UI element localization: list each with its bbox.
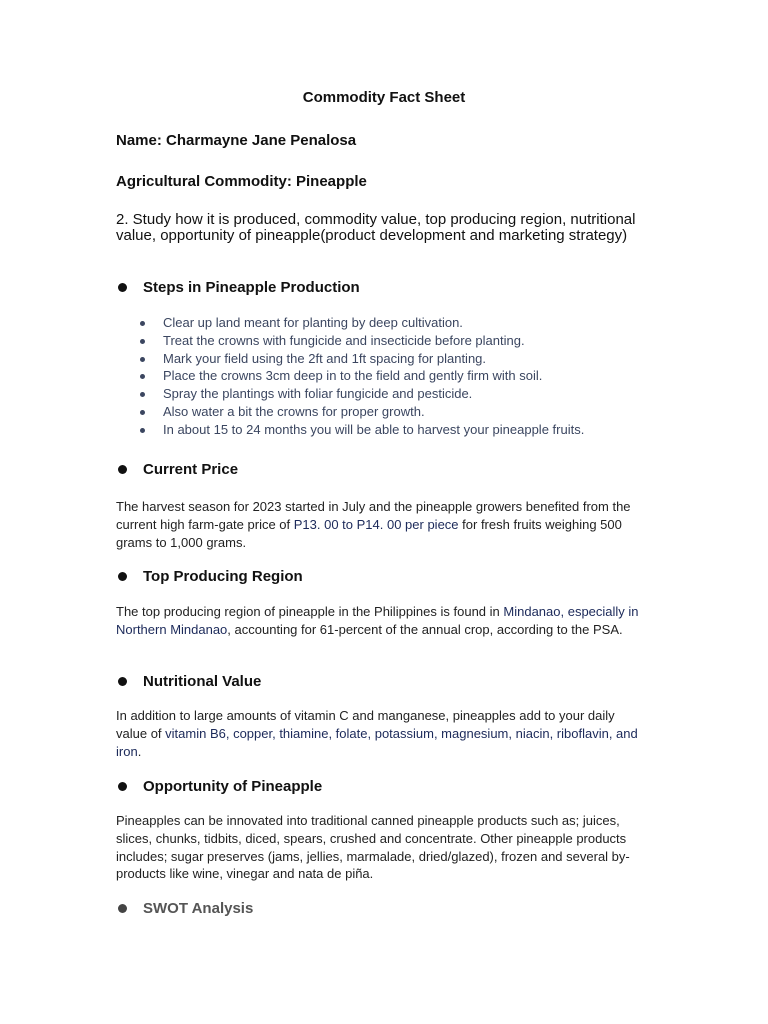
section-heading-steps (116, 277, 360, 297)
bullet-icon (140, 321, 145, 326)
bullet-icon (118, 465, 127, 474)
bullet-icon (118, 572, 127, 581)
bullet-icon (140, 374, 145, 379)
list-item (137, 421, 697, 439)
section-heading-opportunity (116, 776, 322, 796)
paragraph-text: . (137, 743, 142, 759)
name-line: Name: Charmayne Jane Penalosa (116, 132, 357, 149)
list-item (137, 403, 697, 421)
section-heading-label: Current Price (143, 460, 239, 478)
bullet-icon (118, 782, 127, 791)
paragraph-text: , accounting for 61-percent of the annual crop, according to the PSA. (227, 621, 623, 637)
section-heading-nutrition (116, 671, 261, 691)
list-item-text: Place the crowns 3cm deep in to the field and gently firm with soil. (163, 368, 543, 384)
page-title: Commodity Fact Sheet (302, 89, 466, 106)
list-item (137, 367, 697, 385)
commodity-line: Agricultural Commodity: Pineapple (116, 173, 367, 190)
paragraph-text: In addition to large amounts of vitamin C and manganese, pineapples add to your daily value of (116, 708, 615, 741)
bullet-icon (140, 392, 145, 397)
bullet-icon (140, 357, 145, 362)
list-item (137, 332, 697, 350)
nutrition-paragraph (116, 707, 646, 760)
section-heading-label: SWOT Analysis (143, 899, 254, 917)
paragraph-text: for fresh fruits weighing 500 grams to 1,000 grams. (116, 516, 622, 550)
steps-list (137, 314, 697, 439)
bullet-icon (140, 339, 145, 344)
list-item-text: Spray the plantings with foliar fungicide and pesticide. (163, 386, 473, 402)
region-highlight: Mindanao, especially in Northern Mindanao (116, 604, 639, 637)
list-item-text: Also water a bit the crowns for proper growth. (163, 403, 425, 419)
region-paragraph (116, 603, 646, 639)
bullet-icon (118, 904, 127, 913)
section-heading-label: Top Producing Region (143, 567, 303, 585)
section-heading-label: Nutritional Value (143, 672, 262, 690)
paragraph-text: The harvest season for 2023 started in July and the pineapple growers benefited from the current high farm-gate price of (116, 499, 631, 532)
price-highlight: P13. 00 to P14. 00 per piece (293, 516, 459, 532)
list-item-text: In about 15 to 24 months you will be able to harvest your pineapple fruits. (163, 421, 585, 437)
bullet-icon (118, 677, 127, 686)
bullet-icon (140, 428, 145, 433)
paragraph-text: The top producing region of pineapple in the Philippines is found in (116, 604, 504, 619)
list-item-text: Mark your field using the 2ft and 1ft spacing for planting. (163, 350, 487, 366)
list-item (137, 385, 697, 403)
section-heading-region (116, 566, 303, 586)
nutrition-highlight: vitamin B6, copper, thiamine, folate, potassium, magnesium, niacin, riboflavin, and iron (116, 725, 638, 759)
list-item (137, 350, 697, 368)
price-paragraph (116, 498, 646, 551)
intro-paragraph: 2. Study how it is produced, commodity value, top producing region, nutritional value, opportunity of pineapple(product development and marketing strategy) (116, 211, 636, 244)
bullet-icon (140, 410, 145, 415)
list-item-text: Treat the crowns with fungicide and insecticide before planting. (163, 332, 525, 348)
list-item (137, 314, 697, 332)
list-item-text: Clear up land meant for planting by deep cultivation. (163, 315, 463, 330)
section-heading-label: Steps in Pineapple Production (143, 278, 360, 296)
section-heading-swot (116, 898, 253, 918)
opportunity-paragraph: Pineapples can be innovated into traditional canned pineapple products such as; juices, slices, chunks, tidbits, diced, spears, crushed and concentrate. Other pineapple products includes; sugar preserves (jams, jellies, marmalade, dried/glazed), frozen and several by-products like wine, vinegar and nata de piña. (116, 813, 630, 882)
section-heading-label: Opportunity of Pineapple (143, 777, 323, 795)
bullet-icon (118, 283, 127, 292)
section-heading-price (116, 459, 238, 479)
